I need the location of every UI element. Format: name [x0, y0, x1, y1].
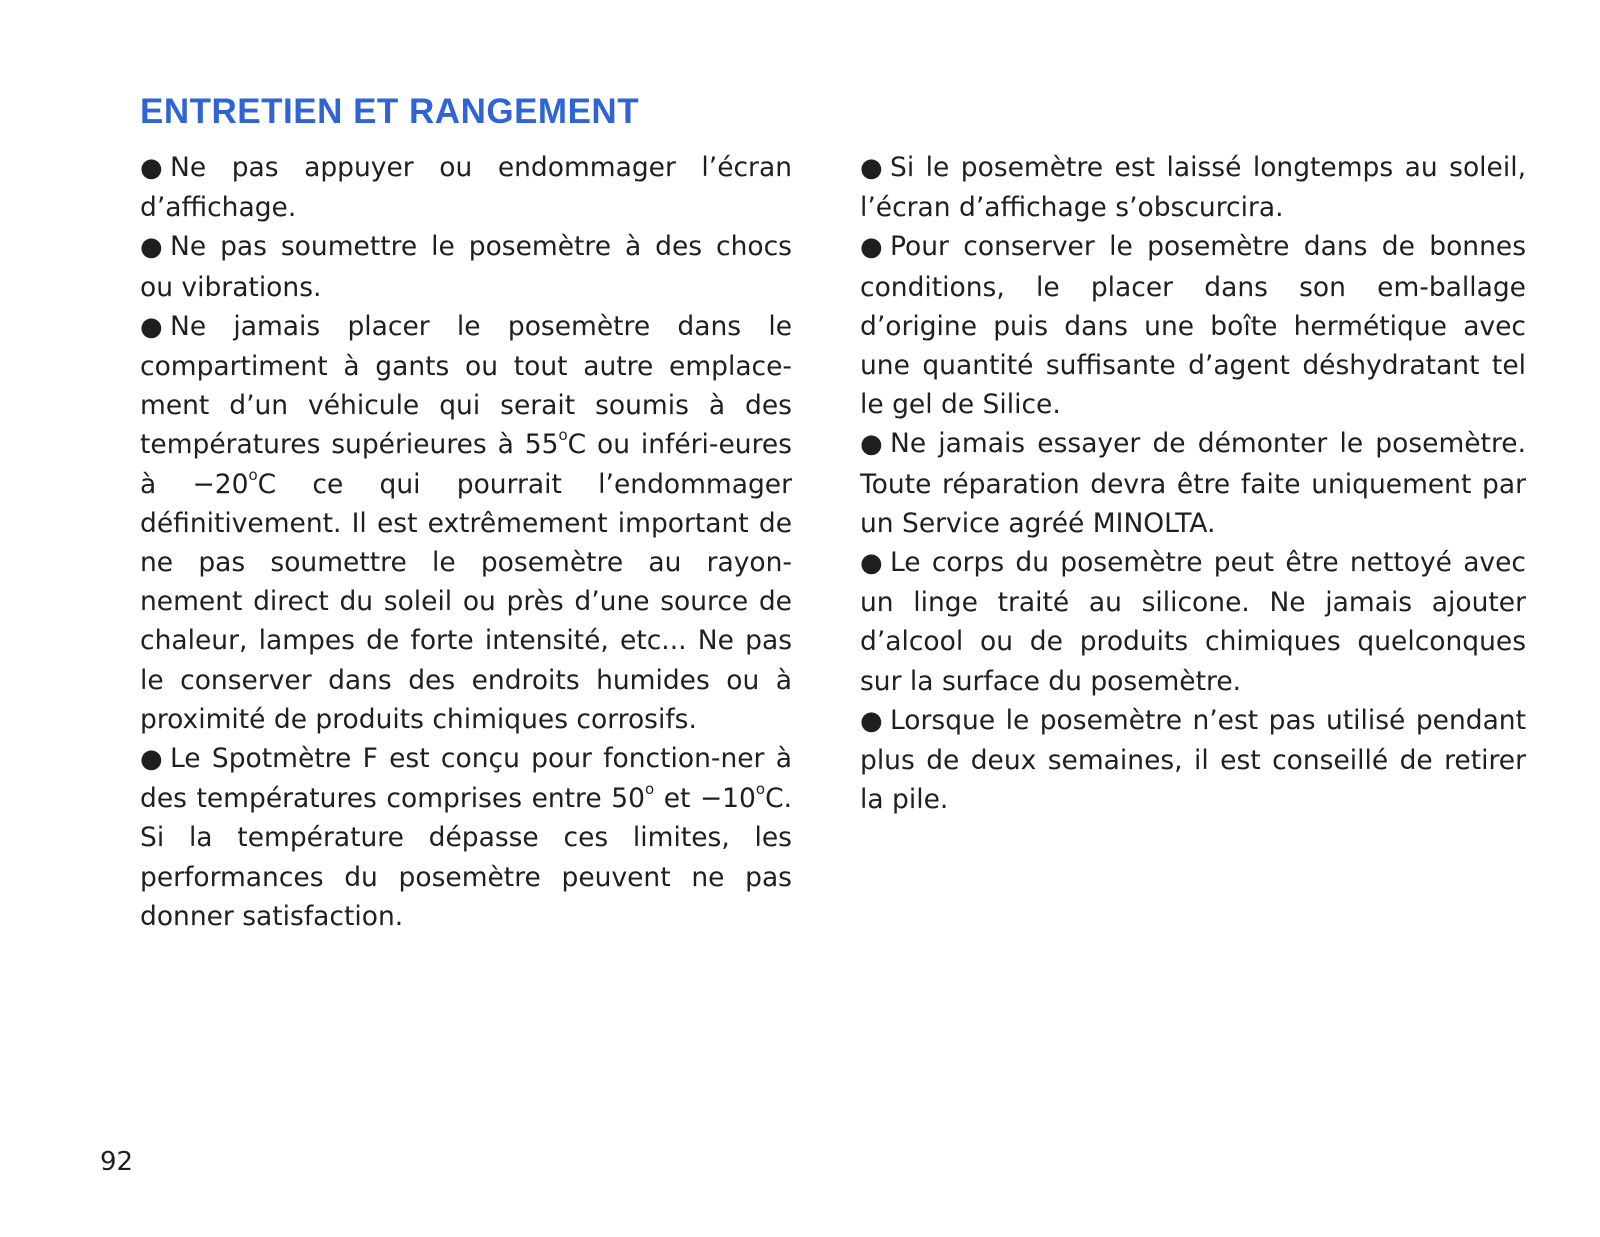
list-item: [860, 148, 1526, 227]
page-number: 92: [100, 1147, 134, 1177]
list-item: [140, 307, 792, 739]
left-column: [140, 148, 792, 936]
item-text: Lorsque le posemètre n’est pas utilisé pendant plus de deux semaines, il est conseillé de retirer la pile.: [860, 704, 1526, 816]
list-item: [860, 227, 1526, 424]
item-text: Ne pas soumettre le posemètre à des chocs ou vibrations.: [140, 231, 792, 303]
item-text: Ne jamais essayer de démonter le posemètre. Toute réparation devra être faite uniquement par un Service agréé MINOLTA.: [860, 428, 1526, 539]
item-text: Le corps du posemètre peut être nettoyé avec un linge traité au silicone. Ne jamais ajouter d’alcool ou de produits chimiques quelconques sur la surface du posemètre.: [860, 547, 1526, 697]
degree-sign: o: [755, 780, 766, 799]
bullet-icon: ●: [860, 548, 883, 579]
bullet-icon: ●: [140, 232, 163, 263]
bullet-icon: ●: [140, 311, 163, 342]
bullet-icon: ●: [140, 153, 163, 183]
item-text: et −10: [654, 783, 756, 815]
list-item: [860, 701, 1526, 820]
degree-sign: o: [248, 465, 258, 484]
item-text: Le Spotmètre F est conçu pour fonction-ner à des températures comprises entre 50: [140, 743, 792, 815]
item-text: C ce qui pourrait l’endommager définitivement. Il est extrêmement important de ne pas soumettre le posemètre au rayon-nement direct du soleil ou près d’une source de chaleur, lampes de forte intensité, etc... Ne pas le conserver dans des endroits humides ou à proximité de produits chimiques corrosifs.: [140, 468, 792, 735]
bullet-icon: ●: [860, 429, 883, 460]
list-item: [140, 148, 792, 227]
list-item: [140, 739, 792, 936]
list-item: [860, 424, 1526, 543]
item-text: Ne jamais placer le posemètre dans le compartiment à gants ou tout autre emplace-ment d’un véhicule qui serait soumis à des températures supérieures à 55: [140, 310, 792, 461]
item-text: C. Si la température dépasse ces limites, les performances du posemètre peuvent ne pas donner satisfaction.: [140, 783, 792, 932]
bullet-icon: ●: [140, 744, 163, 775]
bullet-icon: ●: [860, 232, 883, 263]
item-text: Pour conserver le posemètre dans de bonnes conditions, le placer dans son em-ballage d’origine puis dans une boîte hermétique avec une quantité suffisante d’agent déshydratant tel le gel de Silice.: [860, 231, 1526, 421]
item-text: Ne pas appuyer ou endommager l’écran d’affichage.: [140, 152, 792, 224]
right-column: [860, 148, 1526, 819]
list-item: [860, 543, 1526, 701]
bullet-icon: ●: [860, 705, 883, 736]
item-text: C ou inféri-eures à −20: [140, 429, 792, 500]
list-item: [140, 227, 792, 306]
item-text: Si le posemètre est laissé longtemps au soleil, l’écran d’affichage s’obscurcira.: [860, 152, 1526, 224]
degree-sign: o: [558, 426, 568, 445]
page-title: ENTRETIEN ET RANGEMENT: [140, 92, 640, 131]
degree-sign: o: [644, 780, 655, 799]
bullet-icon: ●: [860, 153, 883, 183]
